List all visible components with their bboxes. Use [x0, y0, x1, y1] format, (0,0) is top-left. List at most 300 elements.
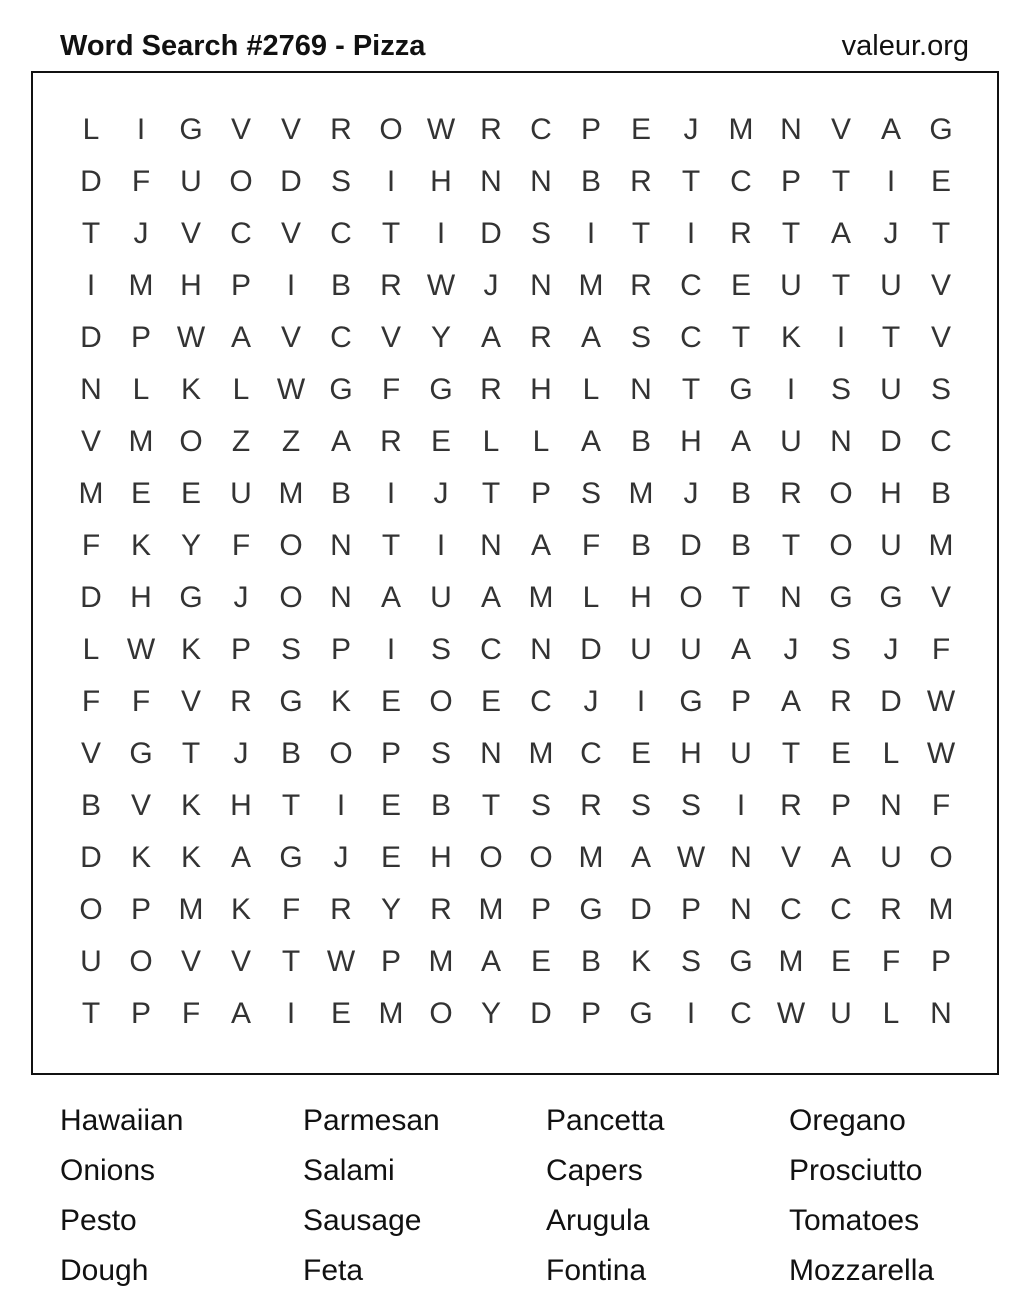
grid-letter[interactable]: B [630, 529, 651, 562]
grid-letter[interactable]: T [81, 217, 101, 250]
grid-letter[interactable]: G [879, 581, 903, 614]
grid-letter[interactable]: S [530, 217, 551, 250]
grid-letter[interactable]: N [80, 373, 102, 406]
grid-letter[interactable]: C [730, 165, 752, 198]
grid-letter[interactable]: M [728, 113, 754, 146]
grid-letter[interactable]: J [233, 737, 249, 770]
grid-letter[interactable]: C [330, 321, 352, 354]
grid-letter[interactable]: L [882, 997, 900, 1030]
grid-letter[interactable]: P [780, 165, 801, 198]
grid-letter[interactable]: T [381, 217, 401, 250]
grid-letter[interactable]: E [130, 477, 151, 510]
grid-letter[interactable]: E [430, 425, 451, 458]
grid-letter[interactable]: I [86, 269, 96, 302]
grid-letter[interactable]: M [428, 945, 454, 978]
grid-letter[interactable]: K [180, 373, 201, 406]
grid-letter[interactable]: S [630, 789, 651, 822]
grid-letter[interactable]: K [130, 841, 151, 874]
grid-letter[interactable]: T [931, 217, 951, 250]
grid-letter[interactable]: B [580, 945, 601, 978]
grid-letter[interactable]: J [333, 841, 349, 874]
grid-letter[interactable]: U [730, 737, 752, 770]
grid-letter[interactable]: M [928, 893, 954, 926]
grid-letter[interactable]: M [628, 477, 654, 510]
grid-letter[interactable]: R [380, 269, 402, 302]
grid-letter[interactable]: H [180, 269, 202, 302]
grid-letter[interactable]: M [128, 269, 154, 302]
grid-letter[interactable]: G [929, 113, 953, 146]
grid-letter[interactable]: R [480, 373, 502, 406]
grid-letter[interactable]: M [128, 425, 154, 458]
grid-letter[interactable]: K [330, 685, 351, 718]
grid-letter[interactable]: C [680, 321, 702, 354]
grid-letter[interactable]: T [281, 945, 301, 978]
grid-letter[interactable]: B [80, 789, 101, 822]
grid-letter[interactable]: K [230, 893, 251, 926]
grid-letter[interactable]: R [580, 789, 602, 822]
grid-letter[interactable]: G [629, 997, 653, 1030]
grid-letter[interactable]: I [436, 217, 446, 250]
grid-letter[interactable]: U [180, 165, 202, 198]
grid-letter[interactable]: T [681, 373, 701, 406]
grid-letter[interactable]: T [481, 789, 501, 822]
grid-letter[interactable]: A [230, 841, 251, 874]
grid-letter[interactable]: N [730, 893, 752, 926]
grid-letter[interactable]: Y [430, 321, 451, 354]
grid-letter[interactable]: A [580, 425, 601, 458]
grid-letter[interactable]: O [379, 113, 403, 146]
grid-letter[interactable]: V [280, 113, 301, 146]
grid-letter[interactable]: W [126, 633, 156, 666]
grid-letter[interactable]: F [931, 633, 951, 666]
grid-letter[interactable]: O [829, 529, 853, 562]
grid-letter[interactable]: U [880, 841, 902, 874]
grid-letter[interactable]: C [330, 217, 352, 250]
grid-letter[interactable]: T [831, 165, 851, 198]
grid-letter[interactable]: Z [281, 425, 301, 458]
grid-letter[interactable]: E [930, 165, 951, 198]
grid-letter[interactable]: N [830, 425, 852, 458]
grid-letter[interactable]: F [281, 893, 301, 926]
grid-letter[interactable]: H [530, 373, 552, 406]
grid-letter[interactable]: A [880, 113, 901, 146]
grid-letter[interactable]: K [630, 945, 651, 978]
grid-letter[interactable]: H [430, 165, 452, 198]
grid-letter[interactable]: G [179, 581, 203, 614]
grid-letter[interactable]: V [180, 685, 201, 718]
grid-letter[interactable]: R [530, 321, 552, 354]
grid-letter[interactable]: B [280, 737, 301, 770]
grid-letter[interactable]: U [830, 997, 852, 1030]
grid-letter[interactable]: U [880, 269, 902, 302]
grid-letter[interactable]: E [830, 737, 851, 770]
grid-letter[interactable]: A [830, 841, 851, 874]
grid-letter[interactable]: V [180, 217, 201, 250]
grid-letter[interactable]: Y [180, 529, 201, 562]
grid-letter[interactable]: W [926, 737, 956, 770]
grid-letter[interactable]: H [430, 841, 452, 874]
grid-letter[interactable]: R [730, 217, 752, 250]
grid-letter[interactable]: R [630, 269, 652, 302]
grid-letter[interactable]: R [780, 789, 802, 822]
grid-letter[interactable]: I [436, 529, 446, 562]
grid-letter[interactable]: J [133, 217, 149, 250]
grid-letter[interactable]: S [430, 633, 451, 666]
grid-letter[interactable]: U [780, 425, 802, 458]
grid-letter[interactable]: T [731, 581, 751, 614]
grid-letter[interactable]: Y [380, 893, 401, 926]
grid-letter[interactable]: G [279, 841, 303, 874]
grid-letter[interactable]: P [230, 633, 251, 666]
grid-letter[interactable]: O [429, 685, 453, 718]
grid-letter[interactable]: R [330, 893, 352, 926]
grid-letter[interactable]: M [78, 477, 104, 510]
grid-letter[interactable]: M [928, 529, 954, 562]
grid-letter[interactable]: W [926, 685, 956, 718]
grid-letter[interactable]: S [430, 737, 451, 770]
grid-letter[interactable]: I [736, 789, 746, 822]
grid-letter[interactable]: G [729, 945, 753, 978]
grid-letter[interactable]: B [730, 477, 751, 510]
grid-letter[interactable]: C [530, 685, 552, 718]
grid-letter[interactable]: I [286, 269, 296, 302]
grid-letter[interactable]: I [586, 217, 596, 250]
grid-letter[interactable]: S [280, 633, 301, 666]
grid-letter[interactable]: U [80, 945, 102, 978]
grid-letter[interactable]: M [278, 477, 304, 510]
grid-letter[interactable]: A [730, 633, 751, 666]
grid-letter[interactable]: D [630, 893, 652, 926]
grid-letter[interactable]: H [630, 581, 652, 614]
grid-letter[interactable]: K [180, 841, 201, 874]
grid-letter[interactable]: C [530, 113, 552, 146]
grid-letter[interactable]: P [130, 997, 151, 1030]
grid-letter[interactable]: A [630, 841, 651, 874]
grid-letter[interactable]: B [430, 789, 451, 822]
grid-letter[interactable]: L [82, 633, 100, 666]
grid-letter[interactable]: H [680, 737, 702, 770]
grid-letter[interactable]: W [676, 841, 706, 874]
grid-letter[interactable]: T [631, 217, 651, 250]
grid-letter[interactable]: I [836, 321, 846, 354]
grid-letter[interactable]: P [730, 685, 751, 718]
grid-letter[interactable]: F [181, 997, 201, 1030]
grid-letter[interactable]: F [381, 373, 401, 406]
grid-letter[interactable]: U [430, 581, 452, 614]
grid-letter[interactable]: H [230, 789, 252, 822]
grid-letter[interactable]: U [880, 373, 902, 406]
grid-letter[interactable]: R [230, 685, 252, 718]
grid-letter[interactable]: I [386, 165, 396, 198]
grid-letter[interactable]: D [480, 217, 502, 250]
grid-letter[interactable]: C [780, 893, 802, 926]
grid-letter[interactable]: T [81, 997, 101, 1030]
grid-letter[interactable]: O [429, 997, 453, 1030]
grid-letter[interactable]: T [881, 321, 901, 354]
grid-letter[interactable]: T [781, 529, 801, 562]
grid-letter[interactable]: S [330, 165, 351, 198]
grid-letter[interactable]: V [80, 425, 101, 458]
grid-letter[interactable]: V [930, 269, 951, 302]
grid-letter[interactable]: T [831, 269, 851, 302]
grid-letter[interactable]: P [680, 893, 701, 926]
grid-letter[interactable]: R [430, 893, 452, 926]
grid-letter[interactable]: W [176, 321, 206, 354]
grid-letter[interactable]: J [883, 217, 899, 250]
grid-letter[interactable]: C [580, 737, 602, 770]
grid-letter[interactable]: F [931, 789, 951, 822]
grid-letter[interactable]: M [578, 269, 604, 302]
grid-letter[interactable]: C [480, 633, 502, 666]
grid-letter[interactable]: Y [480, 997, 501, 1030]
grid-letter[interactable]: D [680, 529, 702, 562]
grid-letter[interactable]: P [580, 113, 601, 146]
grid-letter[interactable]: V [930, 321, 951, 354]
grid-letter[interactable]: W [426, 113, 456, 146]
grid-letter[interactable]: N [880, 789, 902, 822]
grid-letter[interactable]: C [230, 217, 252, 250]
grid-letter[interactable]: D [880, 425, 902, 458]
grid-letter[interactable]: J [433, 477, 449, 510]
grid-letter[interactable]: V [830, 113, 851, 146]
grid-letter[interactable]: G [129, 737, 153, 770]
grid-letter[interactable]: P [930, 945, 951, 978]
grid-letter[interactable]: J [583, 685, 599, 718]
grid-letter[interactable]: B [330, 269, 351, 302]
grid-letter[interactable]: L [882, 737, 900, 770]
grid-letter[interactable]: A [230, 321, 251, 354]
grid-letter[interactable]: M [528, 737, 554, 770]
grid-letter[interactable]: R [480, 113, 502, 146]
grid-letter[interactable]: I [686, 997, 696, 1030]
grid-letter[interactable]: E [180, 477, 201, 510]
grid-letter[interactable]: A [730, 425, 751, 458]
grid-letter[interactable]: I [136, 113, 146, 146]
grid-letter[interactable]: V [180, 945, 201, 978]
grid-letter[interactable]: D [80, 841, 102, 874]
grid-letter[interactable]: L [132, 373, 150, 406]
grid-letter[interactable]: L [82, 113, 100, 146]
grid-letter[interactable]: N [730, 841, 752, 874]
grid-letter[interactable]: L [482, 425, 500, 458]
grid-letter[interactable]: V [80, 737, 101, 770]
grid-letter[interactable]: V [230, 113, 251, 146]
grid-letter[interactable]: R [780, 477, 802, 510]
grid-letter[interactable]: E [330, 997, 351, 1030]
grid-letter[interactable]: B [630, 425, 651, 458]
grid-letter[interactable]: O [129, 945, 153, 978]
grid-letter[interactable]: D [580, 633, 602, 666]
grid-letter[interactable]: H [680, 425, 702, 458]
grid-letter[interactable]: D [280, 165, 302, 198]
grid-letter[interactable]: V [230, 945, 251, 978]
grid-letter[interactable]: A [230, 997, 251, 1030]
grid-letter[interactable]: E [380, 789, 401, 822]
grid-letter[interactable]: O [529, 841, 553, 874]
grid-letter[interactable]: H [880, 477, 902, 510]
grid-letter[interactable]: V [380, 321, 401, 354]
grid-letter[interactable]: T [181, 737, 201, 770]
grid-letter[interactable]: T [381, 529, 401, 562]
grid-letter[interactable]: E [380, 685, 401, 718]
grid-letter[interactable]: N [780, 581, 802, 614]
grid-letter[interactable]: N [530, 633, 552, 666]
grid-letter[interactable]: B [580, 165, 601, 198]
grid-letter[interactable]: F [81, 685, 101, 718]
grid-letter[interactable]: M [578, 841, 604, 874]
grid-letter[interactable]: D [880, 685, 902, 718]
grid-letter[interactable]: P [580, 997, 601, 1030]
grid-letter[interactable]: I [336, 789, 346, 822]
grid-letter[interactable]: N [630, 373, 652, 406]
grid-letter[interactable]: S [580, 477, 601, 510]
grid-letter[interactable]: S [630, 321, 651, 354]
grid-letter[interactable]: E [830, 945, 851, 978]
grid-letter[interactable]: N [480, 529, 502, 562]
grid-letter[interactable]: S [830, 633, 851, 666]
grid-letter[interactable]: A [580, 321, 601, 354]
grid-letter[interactable]: C [730, 997, 752, 1030]
grid-letter[interactable]: O [179, 425, 203, 458]
grid-letter[interactable]: O [279, 581, 303, 614]
grid-letter[interactable]: I [386, 477, 396, 510]
grid-letter[interactable]: O [79, 893, 103, 926]
grid-letter[interactable]: N [780, 113, 802, 146]
grid-letter[interactable]: H [130, 581, 152, 614]
grid-letter[interactable]: U [880, 529, 902, 562]
grid-letter[interactable]: J [783, 633, 799, 666]
grid-letter[interactable]: F [231, 529, 251, 562]
grid-letter[interactable]: A [330, 425, 351, 458]
grid-letter[interactable]: L [532, 425, 550, 458]
grid-letter[interactable]: F [131, 685, 151, 718]
grid-letter[interactable]: F [881, 945, 901, 978]
grid-letter[interactable]: S [930, 373, 951, 406]
grid-letter[interactable]: E [380, 841, 401, 874]
grid-letter[interactable]: A [530, 529, 551, 562]
grid-letter[interactable]: G [429, 373, 453, 406]
grid-letter[interactable]: T [281, 789, 301, 822]
grid-letter[interactable]: M [378, 997, 404, 1030]
grid-letter[interactable]: J [683, 477, 699, 510]
grid-letter[interactable]: N [330, 581, 352, 614]
grid-letter[interactable]: I [886, 165, 896, 198]
grid-letter[interactable]: P [130, 321, 151, 354]
grid-letter[interactable]: T [781, 217, 801, 250]
grid-letter[interactable]: A [480, 581, 501, 614]
grid-letter[interactable]: Z [231, 425, 251, 458]
grid-letter[interactable]: T [481, 477, 501, 510]
grid-letter[interactable]: A [830, 217, 851, 250]
grid-letter[interactable]: A [380, 581, 401, 614]
grid-letter[interactable]: E [630, 113, 651, 146]
grid-letter[interactable]: V [780, 841, 801, 874]
grid-letter[interactable]: B [730, 529, 751, 562]
grid-letter[interactable]: O [679, 581, 703, 614]
grid-letter[interactable]: K [130, 529, 151, 562]
grid-letter[interactable]: T [781, 737, 801, 770]
grid-letter[interactable]: M [778, 945, 804, 978]
grid-letter[interactable]: G [729, 373, 753, 406]
grid-letter[interactable]: J [233, 581, 249, 614]
grid-letter[interactable]: U [230, 477, 252, 510]
grid-letter[interactable]: U [780, 269, 802, 302]
grid-letter[interactable]: L [582, 373, 600, 406]
grid-letter[interactable]: I [686, 217, 696, 250]
grid-letter[interactable]: V [280, 321, 301, 354]
grid-letter[interactable]: M [478, 893, 504, 926]
grid-letter[interactable]: O [329, 737, 353, 770]
grid-letter[interactable]: M [178, 893, 204, 926]
grid-letter[interactable]: R [330, 113, 352, 146]
grid-letter[interactable]: P [530, 893, 551, 926]
grid-letter[interactable]: K [780, 321, 801, 354]
grid-letter[interactable]: S [830, 373, 851, 406]
grid-letter[interactable]: O [829, 477, 853, 510]
grid-letter[interactable]: S [680, 945, 701, 978]
grid-letter[interactable]: I [286, 997, 296, 1030]
grid-letter[interactable]: R [880, 893, 902, 926]
grid-letter[interactable]: P [830, 789, 851, 822]
grid-letter[interactable]: J [483, 269, 499, 302]
grid-letter[interactable]: R [830, 685, 852, 718]
grid-letter[interactable]: N [930, 997, 952, 1030]
grid-letter[interactable]: D [80, 581, 102, 614]
grid-letter[interactable]: V [280, 217, 301, 250]
grid-letter[interactable]: G [679, 685, 703, 718]
grid-letter[interactable]: S [530, 789, 551, 822]
grid-letter[interactable]: N [480, 165, 502, 198]
grid-letter[interactable]: P [380, 945, 401, 978]
grid-letter[interactable]: M [528, 581, 554, 614]
grid-letter[interactable]: D [80, 165, 102, 198]
grid-letter[interactable]: I [636, 685, 646, 718]
grid-letter[interactable]: O [229, 165, 253, 198]
grid-letter[interactable]: K [180, 633, 201, 666]
grid-letter[interactable]: J [683, 113, 699, 146]
grid-letter[interactable]: K [180, 789, 201, 822]
grid-letter[interactable]: W [276, 373, 306, 406]
grid-letter[interactable]: P [230, 269, 251, 302]
grid-letter[interactable]: G [329, 373, 353, 406]
grid-letter[interactable]: B [330, 477, 351, 510]
grid-letter[interactable]: N [330, 529, 352, 562]
grid-letter[interactable]: V [930, 581, 951, 614]
grid-letter[interactable]: E [730, 269, 751, 302]
grid-letter[interactable]: W [426, 269, 456, 302]
grid-letter[interactable]: P [130, 893, 151, 926]
grid-letter[interactable]: N [530, 269, 552, 302]
grid-letter[interactable]: E [530, 945, 551, 978]
grid-letter[interactable]: L [232, 373, 250, 406]
grid-letter[interactable]: E [630, 737, 651, 770]
grid-letter[interactable]: A [480, 321, 501, 354]
grid-letter[interactable]: S [680, 789, 701, 822]
grid-letter[interactable]: N [480, 737, 502, 770]
grid-letter[interactable]: P [330, 633, 351, 666]
grid-letter[interactable]: J [883, 633, 899, 666]
grid-letter[interactable]: C [680, 269, 702, 302]
grid-letter[interactable]: F [581, 529, 601, 562]
grid-letter[interactable]: P [380, 737, 401, 770]
grid-letter[interactable]: A [780, 685, 801, 718]
grid-letter[interactable]: V [130, 789, 151, 822]
grid-letter[interactable]: A [480, 945, 501, 978]
grid-letter[interactable]: I [786, 373, 796, 406]
grid-letter[interactable]: T [681, 165, 701, 198]
grid-letter[interactable]: C [830, 893, 852, 926]
grid-letter[interactable]: D [80, 321, 102, 354]
